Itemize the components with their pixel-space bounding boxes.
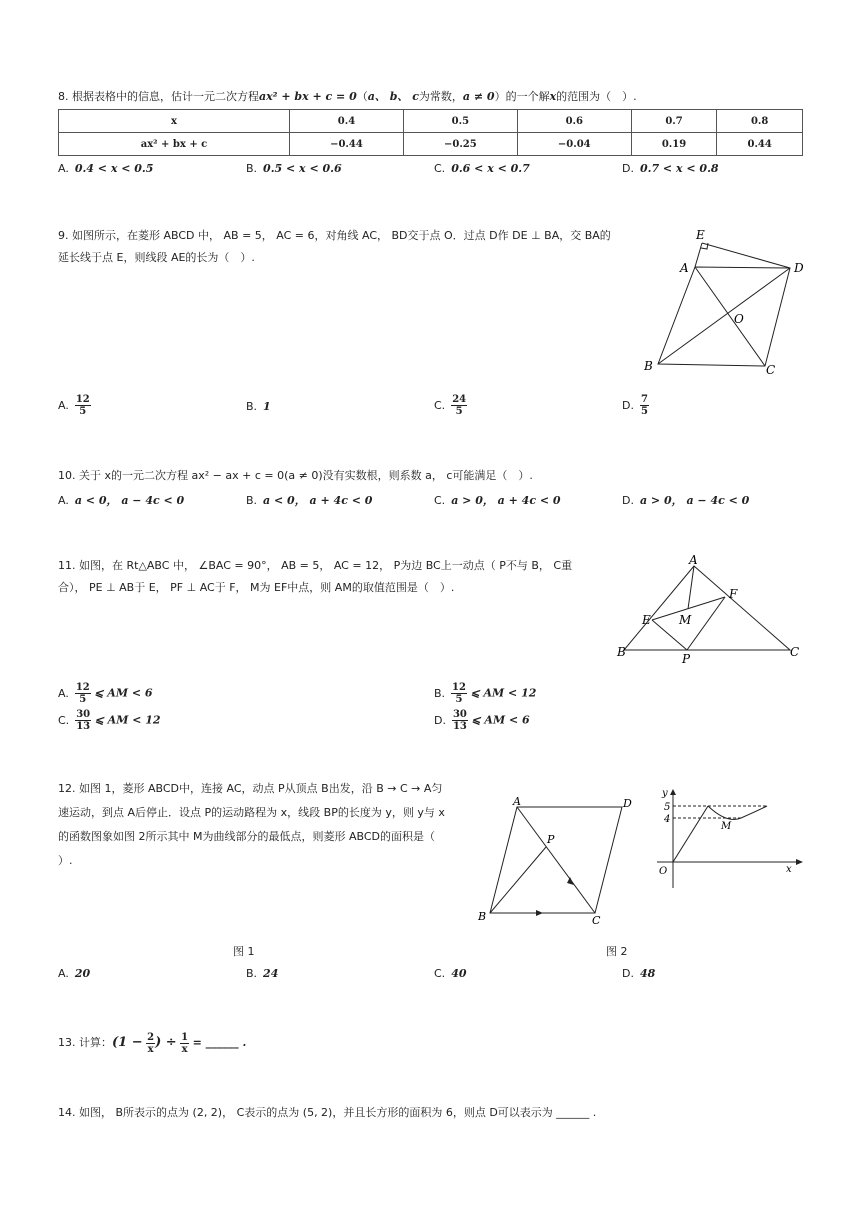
q11-option-b[interactable]: B. $\frac{12}{5}$ ⩽ AM < 12	[434, 682, 537, 705]
q12-figure-1-caption: 图 1	[233, 945, 255, 958]
q11-option-c[interactable]: C. $\frac{30}{13}$ ⩽ AM < 12	[58, 709, 161, 732]
q8-option-b[interactable]: B. 0.5 < x < 0.6	[246, 162, 342, 175]
q12-stem-line3: 的函数图象如图 2所示其中 M为曲线部分的最低点，则菱形 ABCD的面积是（	[58, 830, 436, 843]
triangle-abc	[624, 566, 790, 650]
label-m: M	[721, 821, 732, 832]
q9-rhombus-figure	[640, 222, 815, 382]
label-4: 4	[664, 814, 671, 825]
label-b: B	[617, 645, 626, 659]
table-row	[59, 133, 803, 156]
label-d: D	[794, 261, 804, 275]
label-b: B	[644, 359, 653, 373]
table-cell: 0.4	[290, 110, 404, 133]
q10-option-c[interactable]: C. a > 0， a + 4c < 0	[434, 494, 561, 507]
table-cell: −0.25	[403, 133, 517, 156]
table-cell: 0.5	[403, 110, 517, 133]
label-a: A	[680, 261, 689, 275]
x-axis-arrow-icon	[796, 859, 803, 865]
q8-option-a[interactable]: A. 0.4 < x < 0.5	[58, 162, 154, 175]
arrow-bc-icon	[536, 910, 543, 916]
q12-option-b[interactable]: B. 24	[246, 967, 279, 980]
diagonal-bd	[658, 268, 790, 364]
q12-figure-1	[472, 793, 642, 933]
segment-ae	[695, 243, 702, 267]
curve-segment	[708, 806, 767, 820]
q10-option-b[interactable]: B. a < 0， a + 4c < 0	[246, 494, 373, 507]
q12-option-c[interactable]: C. 40	[434, 967, 467, 980]
q13-stem: 13. 计算：(1 − $\frac{2}{x}$ ) ÷ $\frac{1}{x}$ = ______ .	[58, 1031, 247, 1055]
q9-option-d[interactable]: D. $\frac{7}{5}$	[622, 394, 648, 417]
arrow-ca-icon	[567, 877, 574, 885]
label-p: P	[682, 652, 691, 666]
label-a: A	[689, 553, 698, 567]
q9-option-c[interactable]: C. $\frac{24}{5}$	[434, 394, 467, 417]
segment-pf	[687, 597, 725, 650]
q11-option-d[interactable]: D. $\frac{30}{13}$ ⩽ AM < 6	[434, 709, 530, 732]
q11-triangle-figure	[612, 552, 812, 667]
label-m: M	[679, 613, 692, 627]
q9-stem-line1: 9. 如图所示，在菱形 ABCD 中， AB = 5， AC = 6，对角线 AC， BD交于点 O．过点 D作 DE ⊥ BA，交 BA的	[58, 229, 611, 242]
table-cell: ax² + bx + c	[59, 133, 290, 156]
label-c: C	[766, 363, 776, 377]
q10-option-d[interactable]: D. a > 0， a − 4c < 0	[622, 494, 750, 507]
table-cell: −0.04	[517, 133, 631, 156]
label-d: D	[623, 797, 632, 810]
table-cell: 0.19	[631, 133, 717, 156]
label-o: O	[659, 866, 668, 877]
label-f: F	[729, 587, 738, 601]
q8-value-table	[58, 109, 803, 156]
label-c: C	[790, 645, 800, 659]
q12-figure-2-caption: 图 2	[606, 945, 628, 958]
linear-segment	[673, 806, 708, 862]
label-a: A	[513, 795, 521, 808]
q10-stem: 10. 关于 x的一元二次方程 ax² − ax + c = 0(a ≠ 0)没有实数根，则系数 a， c可能满足（ ）.	[58, 469, 533, 482]
q12-option-a[interactable]: A. 20	[58, 967, 91, 980]
label-e: E	[696, 228, 705, 242]
diagonal-ac	[517, 807, 595, 913]
segment-ed	[702, 243, 790, 268]
q9-option-b[interactable]: B. 1	[246, 400, 271, 413]
label-y: y	[662, 788, 668, 799]
label-b: B	[478, 910, 487, 923]
table-cell: 0.44	[717, 133, 803, 156]
label-c: C	[592, 914, 601, 927]
q12-stem-line4: ）.	[58, 854, 73, 867]
q11-stem-line2: 合）， PE ⊥ AB于 E， PF ⊥ AC于 F， M为 EF中点，则 AM的取值范围是（ ）.	[58, 581, 455, 594]
table-cell: 0.6	[517, 110, 631, 133]
y-axis-arrow-icon	[670, 789, 676, 795]
q11-stem-line1: 11. 如图，在 Rt△ABC 中， ∠BAC = 90°， AB = 5， AC = 12， P为边 BC上一动点（ P不与 B， C重	[58, 559, 573, 572]
table-cell: 0.8	[717, 110, 803, 133]
q9-option-a[interactable]: A. $\frac{12}{5}$	[58, 394, 90, 417]
q12-option-d[interactable]: D. 48	[622, 967, 656, 980]
q10-option-a[interactable]: A. a < 0， a − 4c < 0	[58, 494, 185, 507]
q8-option-d[interactable]: D. 0.7 < x < 0.8	[622, 162, 719, 175]
table-cell: x	[59, 110, 290, 133]
q12-stem-line1: 12. 如图 1，菱形 ABCD中，连接 AC，动点 P从顶点 B出发，沿 B → C → A匀	[58, 782, 443, 795]
label-p: P	[547, 833, 555, 846]
q9-stem-line2: 延长线于点 E，则线段 AE的长为（ ）.	[58, 251, 255, 264]
table-row	[59, 110, 803, 133]
q12-figure-2-graph	[645, 786, 810, 901]
label-x: x	[786, 864, 792, 875]
q14-stem: 14. 如图， B所表示的点为 (2, 2)， C表示的点为 (5, 2)，并且长方形的面积为 6，则点 D可以表示为 ______ .	[58, 1106, 597, 1119]
diagonal-ac	[695, 267, 765, 366]
table-cell: 0.7	[631, 110, 717, 133]
label-5: 5	[664, 802, 671, 813]
q12-stem-line2: 速运动，到点 A后停止．设点 P的运动路程为 x，线段 BP的长度为 y，则 y与 x	[58, 806, 445, 819]
q8-stem: 8. 根据表格中的信息，估计一元二次方程ax² + bx + c = 0（a、 b、 c为常数，a ≠ 0）的一个解x的范围为（ ）.	[58, 90, 637, 103]
q8-option-c[interactable]: C. 0.6 < x < 0.7	[434, 162, 530, 175]
label-e: E	[642, 613, 651, 627]
table-cell: −0.44	[290, 133, 404, 156]
label-o: O	[734, 312, 744, 326]
q11-option-a[interactable]: A. $\frac{12}{5}$ ⩽ AM < 6	[58, 682, 153, 705]
